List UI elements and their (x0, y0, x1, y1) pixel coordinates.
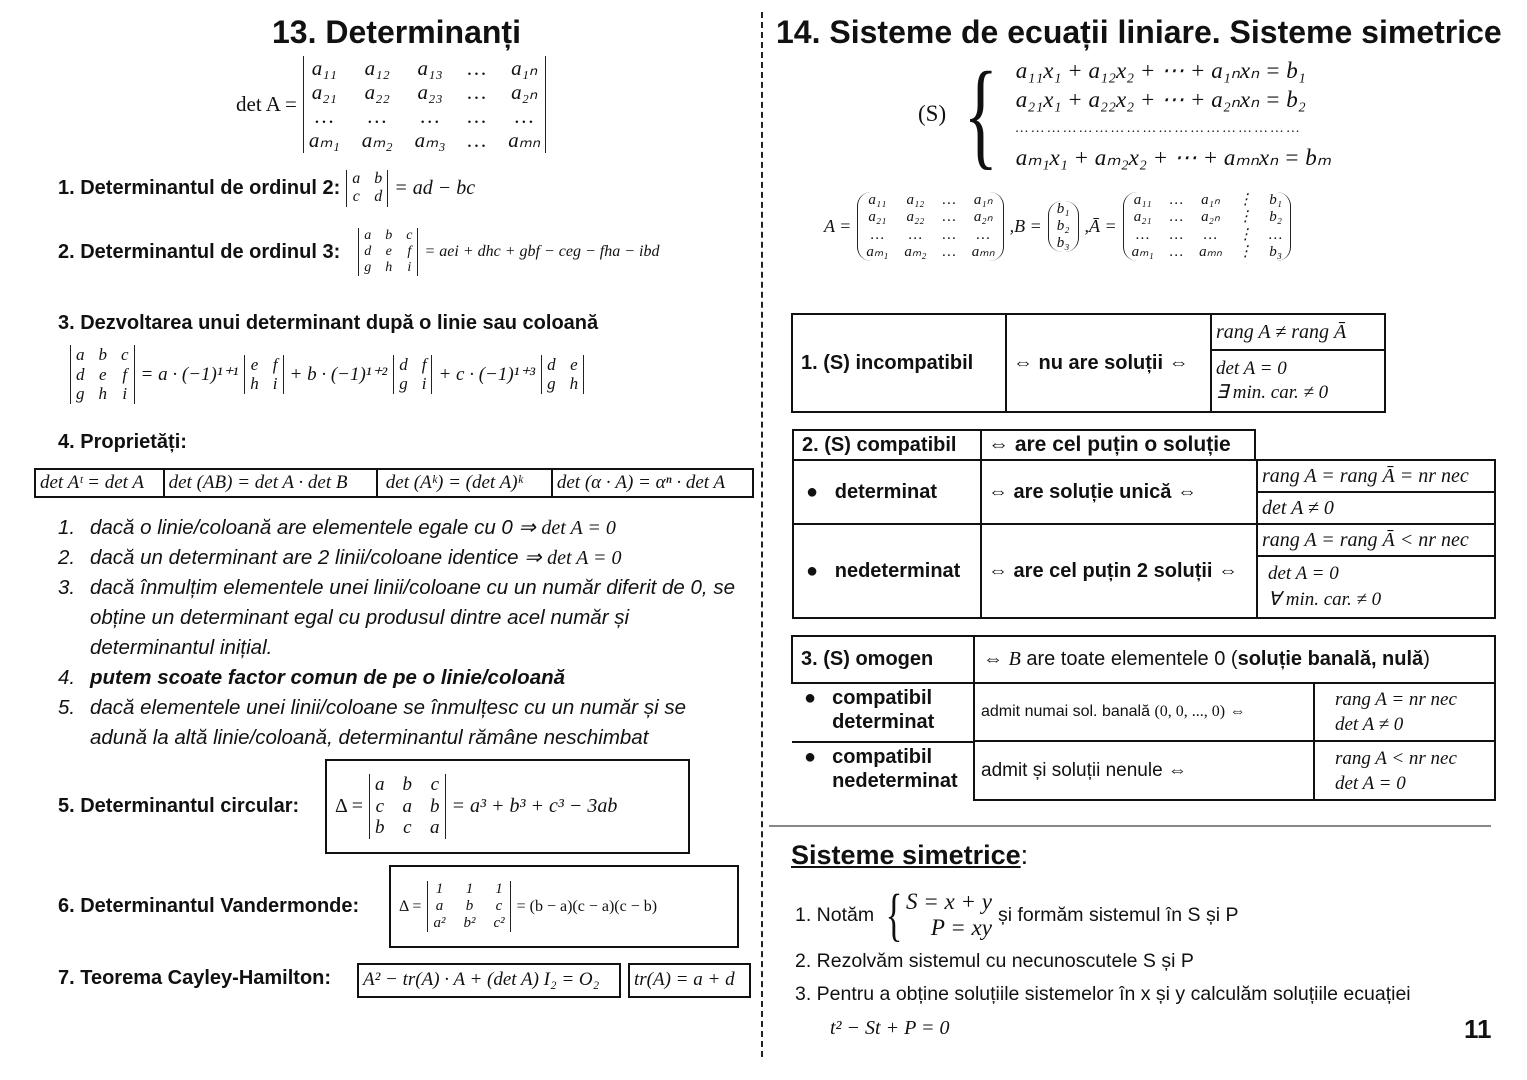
term: + b · (−1)¹⁺² (289, 363, 388, 385)
matrix-cell: h (385, 260, 393, 276)
matrix-cell: … (870, 226, 885, 243)
matrix-cell: … (314, 104, 334, 129)
matrix-cell: aₘ₁ (866, 243, 889, 260)
matrix-cell: a₁₂ (364, 56, 390, 80)
matrix-cell: f (122, 364, 128, 384)
matrix-label: ,B = (1009, 216, 1042, 236)
matrix-cell: g (364, 260, 372, 276)
matrix-cell: … (1169, 209, 1184, 226)
matrix-cell: a (375, 773, 385, 795)
heading-colon: : (1020, 840, 1029, 870)
formula: = aei + dhc + gbf − ceg − fha − ibd (424, 243, 660, 261)
trace-formula-box: tr(A) = a + d (628, 963, 751, 998)
list-number: 5. (58, 696, 76, 719)
matrix-cell: 1 (495, 880, 503, 897)
matrix-cell: aₘ₁ (308, 128, 340, 153)
delta-label: Δ = (335, 795, 364, 817)
nedeterminat-desc: ⇔ are cel puțin 2 soluții ⇔ (981, 524, 1257, 618)
heading-text: Sisteme simetrice (791, 840, 1021, 870)
matrix-cell: c (375, 795, 385, 817)
equation: a₁₁x₁ + a₁₂x₂ + ⋯ + a₁ₙxₙ = b₁ (1015, 58, 1306, 83)
page-number: 11 (1464, 1014, 1492, 1044)
matrix-cell: b (98, 345, 107, 364)
list-text: dacă o linie/coloană are elementele egale cu 0 ⇒ (90, 516, 542, 539)
item-vandermonde-label: 6. Determinantul Vandermonde: (58, 895, 360, 917)
matrix-cell: i (122, 384, 128, 404)
properties-table (34, 468, 754, 498)
compatible-table (792, 459, 1496, 619)
matrix-2x2 (346, 170, 388, 207)
homogeneous-label: 3. (S) omogen (792, 636, 974, 683)
matrix-cell: aₘ₂ (361, 128, 393, 153)
substitution (906, 889, 992, 941)
condition-line: ∃ min. car. ≠ 0 (1216, 382, 1329, 403)
desc-text: are toate elementele 0 ( (1020, 648, 1238, 670)
row-label: determinat (834, 480, 937, 503)
matrix-cell: b (385, 228, 393, 243)
rank-condition: rang A = rang Ā < nr nec (1257, 524, 1495, 556)
vandermonde-matrix (427, 881, 510, 933)
matrix-cell: b² (463, 915, 476, 932)
compatibil-determinat-label: ● compatibil determinat (792, 684, 973, 736)
matrix-cell: a₂₂ (364, 80, 390, 105)
desc-text: ) (1423, 648, 1430, 670)
matrix-cell: aₘₙ (971, 243, 995, 260)
condition-line: rang A < nr nec (1335, 747, 1457, 769)
matrix-cell: a₁ₙ (973, 192, 993, 208)
expansion-formula (70, 345, 584, 404)
list-item (58, 693, 748, 753)
delta-label: Δ = (399, 897, 422, 915)
system-equations (1016, 56, 1331, 172)
matrix-cell: … (1169, 243, 1184, 260)
matrix-cell: … (467, 80, 487, 105)
matrix-cell: ⋮ (1237, 243, 1253, 260)
matrix-cell: i (272, 374, 278, 394)
linear-system (918, 47, 1332, 180)
property-cell: det (α · A) = αⁿ · det A (552, 469, 753, 497)
det-definition (236, 56, 546, 153)
matrix-cell: c (406, 228, 413, 243)
matrix-cell: a (364, 228, 372, 243)
matrix-cell: e (98, 364, 107, 384)
matrix-cell: … (942, 209, 956, 226)
matrix-cell: ⋮ (1237, 226, 1253, 243)
property-cell: det (AB) = det A · det B (164, 469, 377, 497)
incompatible-label: 1. (S) incompatibil (792, 314, 1006, 412)
determinat-desc: ⇔ are soluție unică ⇔ (981, 460, 1257, 524)
minor-matrix (393, 355, 432, 394)
trivial-solution-desc (974, 683, 1314, 741)
matrix-cell: c² (493, 915, 505, 932)
equation: … … … … … … … … … … … … … … … … … … (1015, 121, 1300, 136)
constants-matrix (1048, 201, 1079, 253)
matrix-cell: aₘₙ (508, 128, 541, 153)
matrix-cell: a² (433, 915, 446, 932)
equation: a₂₁x₁ + a₂₂x₂ + ⋯ + a₂ₙxₙ = b₂ (1015, 87, 1306, 112)
matrix-cell: g (399, 374, 408, 394)
matrix-cell: d (76, 364, 85, 384)
list-item (58, 663, 748, 693)
det-label: det A = (236, 91, 297, 116)
minor-matrix (541, 355, 584, 394)
minor-matrix (244, 355, 283, 394)
matrix-cell: c (495, 897, 503, 914)
matrix-cell: … (467, 128, 487, 153)
term: + c · (−1)¹⁺³ (438, 363, 536, 385)
item-label: 2. Determinantul de ordinul 3: (58, 240, 341, 263)
matrix-cell: a₁₁ (1133, 192, 1152, 208)
det-condition: det A ≠ 0 (1257, 492, 1495, 524)
matrix-3x3 (358, 228, 418, 276)
brace-icon: { (885, 882, 903, 947)
term: = a · (−1)¹⁺¹ (140, 363, 239, 385)
brace-icon: { (963, 47, 999, 180)
matrix-cell: a₁₃ (417, 56, 443, 80)
condition-line: det A ≠ 0 (1335, 714, 1404, 735)
property-cell: det (Aᵏ) = (det A)ᵏ (377, 469, 552, 497)
matrix-cell: b₁ (1056, 200, 1070, 217)
matrix-cell: … (942, 226, 956, 243)
step-text: și formăm sistemul în S și P (997, 903, 1239, 926)
matrix-cell: b₂ (1269, 209, 1282, 226)
augmented-matrix (1123, 192, 1292, 261)
matrix-cell: b₃ (1269, 243, 1282, 260)
properties-list (58, 513, 748, 753)
matrix-cell: 1 (465, 880, 474, 897)
coefficient-matrix (857, 192, 1003, 261)
matrix-cell: a₂ₙ (973, 209, 993, 226)
matrix-cell: … (1268, 226, 1283, 243)
matrix-cell: aₘ₃ (414, 128, 446, 153)
formula: = (b − a)(c − a)(c − b) (516, 897, 658, 915)
incompatible-desc: ⇔ nu are soluții ⇔ (1006, 314, 1211, 412)
formula: = a³ + b³ + c³ − 3ab (451, 795, 618, 817)
matrix-cell: a₂₁ (1133, 209, 1152, 226)
matrix-cell: g (76, 384, 85, 404)
matrix-cell: a (352, 170, 361, 187)
matrix-cell: i (407, 260, 412, 276)
matrix-cell: b (375, 817, 385, 839)
matrix-cell: a (435, 897, 444, 914)
matrix-cell: f (421, 354, 427, 374)
matrix-cell: d (364, 244, 372, 260)
list-text: dacă elementele unei linii/coloane se înmulțesc cu un număr și se adună la altă linie/coloană, determinantul rămâne neschimbat (90, 696, 686, 749)
matrix-cell: b (430, 795, 440, 817)
matrix-cell: … (942, 192, 956, 208)
system-label: (S) (918, 101, 947, 126)
matrix-cell: e (250, 354, 259, 374)
equiv-arrow: ⇔ (983, 648, 1009, 670)
list-number: 2. (58, 546, 76, 569)
list-text: putem scoate factor comun de pe o linie/coloană (90, 666, 566, 689)
conditions (1314, 741, 1495, 800)
cayley-formula-box: A² − tr(A) · A + (det A) I₂ = O₂ (357, 963, 621, 998)
matrix-cell: a₂₁ (311, 80, 337, 105)
item-label: 1. Determinantul de ordinul 2: (58, 176, 341, 199)
matrix-cell: d (547, 354, 556, 374)
equation: aₘ₁x₁ + aₘ₂x₂ + ⋯ + aₘₙxₙ = bₘ (1015, 145, 1332, 170)
matrix-cell: 1 (435, 880, 444, 897)
list-item (58, 573, 748, 663)
properties-label: 4. Proprietăți: (58, 431, 187, 453)
zero-tuple: (0, 0, ..., 0) (1154, 703, 1226, 720)
matrix-cell: a₂ₙ (511, 80, 538, 105)
matrix-cell: d (374, 188, 383, 206)
condition-line: det A = 0 (1268, 563, 1339, 584)
matrix-b: B (1008, 648, 1021, 670)
section-separator (769, 825, 1491, 827)
list-text: dacă un determinant are 2 linii/coloane identice ⇒ (90, 546, 548, 569)
homogeneous-desc (974, 636, 1495, 683)
matrix-cell: … (1169, 226, 1184, 243)
matrix-cell: b₃ (1056, 235, 1070, 252)
list-number: 3. (58, 576, 76, 599)
item-cayley-label: 7. Teorema Cayley-Hamilton: (58, 967, 332, 989)
homogeneous-table (791, 635, 1496, 801)
column-divider (761, 12, 763, 1057)
matrix-cell: a₂₂ (906, 209, 925, 226)
matrix-cell: a₁₂ (906, 192, 925, 208)
matrix-cell: a₁₁ (311, 56, 337, 80)
compatible-desc: ⇔ are cel puțin o soluție (981, 430, 1255, 460)
matrix-label: ,Ā = (1084, 216, 1117, 236)
item-circular-label: 5. Determinantul circular: (58, 795, 300, 817)
matrix-cell: c (121, 345, 129, 364)
matrix-cell: e (385, 244, 392, 260)
formula: det A = 0 (547, 547, 622, 569)
rank-condition: rang A = rang Ā = nr nec (1257, 460, 1495, 492)
matrix-cell: … (367, 104, 387, 129)
matrix-cell: aₘ₂ (904, 243, 927, 260)
matrix-cell: … (976, 226, 990, 243)
item-order-2 (58, 170, 475, 207)
matrix-3x3 (70, 345, 135, 404)
conditions (1314, 683, 1495, 741)
matrix-cell: aₘₙ (1199, 243, 1222, 260)
condition-line: det A = 0 (1335, 772, 1406, 794)
matrix-cell: … (1136, 226, 1150, 243)
matrix-cell: … (1169, 192, 1184, 208)
matrix-cell: a₂₁ (868, 209, 887, 226)
step-text: 1. Notăm (795, 903, 875, 926)
equation: P = xy (930, 915, 992, 940)
matrix-cell: d (399, 354, 408, 374)
condition-line: ∀ min. car. ≠ 0 (1268, 589, 1382, 610)
equiv-arrow: ⇔ (1225, 703, 1246, 720)
nedeterminat-row-label: ● nedeterminat (793, 524, 981, 618)
matrix-cell: a (430, 817, 440, 839)
item-order-3 (58, 228, 659, 276)
condition-line: rang A = nr nec (1335, 689, 1457, 710)
circular-formula-box (325, 759, 690, 854)
formula: = ad − bc (394, 176, 476, 199)
incompatible-table (791, 313, 1386, 413)
matrix-cell: … (514, 104, 534, 129)
symmetric-step-3: 3. Pentru a obține soluțiile sistemelor în x și y calculăm soluțiile ecuației (795, 983, 1411, 1005)
matrix-cell: h (569, 374, 579, 394)
matrix-cell: f (272, 354, 278, 374)
equation: S = x + y (905, 889, 992, 914)
row-label: compatibil determinat (832, 687, 935, 733)
matrix-cell: … (908, 226, 923, 243)
row-label: compatibil nedeterminat (832, 746, 958, 792)
circular-matrix (369, 774, 446, 840)
desc-text: admit numai sol. banală (981, 703, 1150, 720)
matrix-cell: ⋮ (1237, 209, 1253, 226)
matrix-cell: e (570, 354, 578, 374)
system-matrices (824, 192, 1291, 261)
nonzero-solution-desc: admit și soluții nenule ⇔ (974, 741, 1314, 800)
det-matrix (303, 56, 546, 153)
matrix-cell: c (430, 773, 440, 795)
matrix-cell: b₁ (1269, 192, 1282, 208)
matrix-cell: ⋮ (1237, 192, 1253, 208)
matrix-cell: aₘ₁ (1131, 243, 1154, 260)
compatible-header (792, 429, 1256, 461)
matrix-cell: a (402, 795, 413, 817)
det-condition (1257, 556, 1495, 618)
section-title-systems: 14. Sisteme de ecuații liniare. Sisteme simetrice (776, 14, 1502, 50)
formula: det A = 0 (541, 517, 616, 539)
matrix-cell: … (467, 104, 487, 129)
matrix-cell: h (98, 384, 107, 404)
matrix-cell: … (1203, 226, 1218, 243)
matrix-cell: a₁₁ (868, 192, 887, 208)
list-text: dacă înmulțim elementele unei linii/coloane cu un număr diferit de 0, se obține un determinant egal cu produsul dintre acel număr și determinantul inițial. (90, 576, 735, 659)
matrix-cell: … (942, 243, 956, 260)
determinat-row-label: ● determinat (793, 460, 981, 524)
item-expansion-label: 3. Dezvoltarea unui determinant după o linie sau coloană (58, 312, 599, 334)
list-number: 4. (58, 666, 76, 689)
matrix-cell: f (407, 244, 412, 260)
matrix-cell: a (76, 345, 85, 364)
condition-line: det A = 0 (1216, 358, 1287, 379)
quadratic-equation: t² − St + P = 0 (830, 1017, 950, 1039)
matrix-cell: … (467, 56, 487, 80)
matrix-cell: b (465, 897, 474, 914)
list-number: 1. (58, 516, 76, 539)
compatible-label: 2. (S) compatibil (793, 430, 981, 460)
matrix-cell: … (420, 104, 440, 129)
list-item (58, 543, 748, 573)
vandermonde-formula-box (389, 865, 739, 948)
desc-bold: soluție banală, nulă (1237, 648, 1424, 670)
matrix-cell: a₂₃ (417, 80, 443, 105)
row-label: nedeterminat (834, 559, 961, 582)
matrix-cell: g (547, 374, 556, 394)
list-item (58, 513, 748, 543)
matrix-cell: c (352, 188, 360, 206)
det-condition (1211, 350, 1385, 412)
matrix-cell: b (374, 170, 383, 187)
property-cell: det Aᵗ = det A (35, 469, 164, 497)
matrix-cell: h (250, 374, 259, 394)
matrix-cell: c (403, 817, 412, 839)
symmetric-heading (791, 840, 1028, 871)
symmetric-step-2: 2. Rezolvăm sistemul cu necunoscutele S și P (795, 950, 1194, 972)
symmetric-step-1 (795, 882, 1239, 947)
matrix-cell: b₂ (1056, 217, 1070, 234)
matrix-cell: a₂ₙ (1201, 209, 1220, 226)
matrix-cell: i (421, 374, 427, 394)
matrix-label: A = (824, 216, 852, 236)
matrix-cell: a₁ₙ (1201, 192, 1220, 208)
matrix-cell: a₁ₙ (511, 56, 538, 80)
matrix-cell: b (402, 773, 413, 795)
section-title-determinants: 13. Determinanți (272, 14, 521, 50)
compatibil-nedeterminat-label: ● compatibil nedeterminat (792, 741, 973, 795)
rank-condition: rang A ≠ rang Ā (1211, 314, 1385, 350)
